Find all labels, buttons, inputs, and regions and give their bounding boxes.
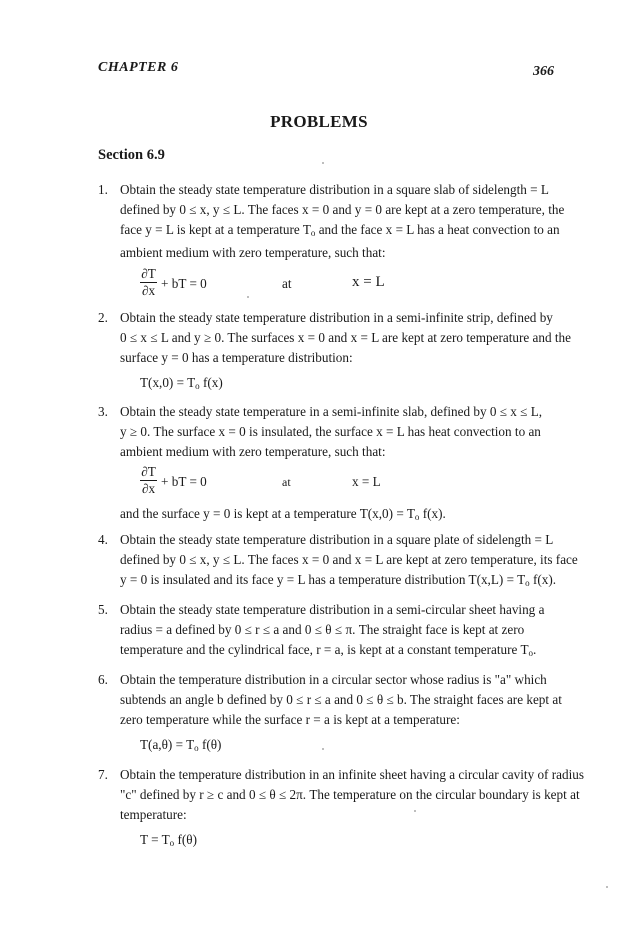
problem-number: 3. bbox=[98, 404, 108, 419]
equation: $T = T_o$ f(θ) bbox=[140, 832, 197, 848]
scan-speck bbox=[322, 748, 324, 750]
problem-number: 4. bbox=[98, 532, 108, 547]
problem-text-line: face y = L is kept at a temperature $T_o$ and the face x = L has a heat convection to an bbox=[120, 222, 560, 238]
problem-text-line: ambient medium with zero temperature, such that: bbox=[120, 444, 386, 459]
equation: ∂T ∂x + bT = 0 at x = L bbox=[141, 266, 385, 298]
problem-number: 1. bbox=[98, 182, 108, 197]
partial-derivative: ∂T ∂x bbox=[141, 266, 156, 298]
problem-text-line: subtends an angle b defined by 0 ≤ r ≤ a and 0 ≤ θ ≤ b. The straight faces are kept at bbox=[120, 692, 562, 707]
scan-speck bbox=[322, 162, 324, 164]
problem-7 bbox=[98, 765, 588, 854]
problem-text-line: "c" defined by r ≥ c and 0 ≤ θ ≤ 2π. The temperature on the circular boundary is kept at bbox=[120, 787, 580, 802]
problem-number: 5. bbox=[98, 602, 108, 617]
problem-text-line: and the surface y = 0 is kept at a temperature $T(x,0) = T_o$ f(x). bbox=[120, 506, 446, 522]
equation: $T(x,0) = T_o$ f(x) bbox=[140, 375, 223, 391]
equation: $T(a,\theta) = T_o$ f(θ) bbox=[140, 737, 222, 753]
problem-text-line: ambient medium with zero temperature, such that: bbox=[120, 245, 386, 260]
scan-speck bbox=[414, 810, 416, 812]
problem-text-line: Obtain the temperature distribution in a circular sector whose radius is "a" which bbox=[120, 672, 547, 687]
problem-text-line: Obtain the steady state temperature distribution in a square plate of sidelength = L bbox=[120, 532, 554, 547]
problem-text-line: Obtain the steady state temperature distribution in a square slab of sidelength = L bbox=[120, 182, 549, 197]
problem-text-line: defined by 0 ≤ x, y ≤ L. The faces x = 0 and y = 0 are kept at a zero temperature, the bbox=[120, 202, 565, 217]
equation: ∂T ∂x + bT = 0 at x = L bbox=[141, 464, 381, 496]
problem-text-line: defined by 0 ≤ x, y ≤ L. The faces x = 0 and x = L are kept at zero temperature, its face bbox=[120, 552, 578, 567]
partial-derivative: ∂T ∂x bbox=[141, 464, 156, 496]
problem-text-line: Obtain the steady state temperature distribution in a semi-circular sheet having a bbox=[120, 602, 545, 617]
problem-3 bbox=[98, 402, 588, 527]
problem-number: 2. bbox=[98, 310, 108, 325]
problem-text-line: 0 ≤ x ≤ L and y ≥ 0. The surfaces x = 0 and x = L are kept at zero temperature and the bbox=[120, 330, 571, 345]
problem-number: 6. bbox=[98, 672, 108, 687]
problem-6 bbox=[98, 670, 588, 759]
problem-2 bbox=[98, 308, 588, 397]
problem-text-line: temperature: bbox=[120, 807, 187, 822]
problem-5 bbox=[98, 600, 588, 663]
problem-text-line: zero temperature while the surface r = a is kept at a temperature: bbox=[120, 712, 460, 727]
section-heading: Section 6.9 bbox=[98, 147, 165, 163]
problem-text-line: surface y = 0 has a temperature distribution: bbox=[120, 350, 353, 365]
problem-text-line: y = 0 is insulated and its face y = L has a temperature distribution $T(x,L) = T_o$ f(x). bbox=[120, 572, 557, 588]
problem-1 bbox=[98, 180, 588, 306]
problem-text-line: y ≥ 0. The surface x = 0 is insulated, the surface x = L has heat convection to an bbox=[120, 424, 541, 439]
problem-text-line: temperature and the cylindrical face, r = a, is kept at a constant temperature $T_o$. bbox=[120, 642, 537, 658]
problem-text-line: Obtain the temperature distribution in an infinite sheet having a circular cavity of radius bbox=[120, 767, 584, 782]
problem-number: 7. bbox=[98, 767, 108, 782]
problem-4 bbox=[98, 530, 588, 593]
scan-speck bbox=[606, 886, 608, 888]
problem-text-line: radius = a defined by 0 ≤ r ≤ a and 0 ≤ θ ≤ π. The straight face is kept at zero bbox=[120, 622, 525, 637]
problem-text-line: Obtain the steady state temperature distribution in a semi-infinite strip, defined by bbox=[120, 310, 553, 325]
page-title: PROBLEMS bbox=[270, 112, 368, 131]
chapter-heading: CHAPTER 6 bbox=[98, 60, 179, 75]
scan-speck bbox=[247, 296, 249, 298]
problem-text-line: Obtain the steady state temperature in a semi-infinite slab, defined by 0 ≤ x ≤ L, bbox=[120, 404, 543, 419]
page-number: 366 bbox=[533, 64, 554, 79]
